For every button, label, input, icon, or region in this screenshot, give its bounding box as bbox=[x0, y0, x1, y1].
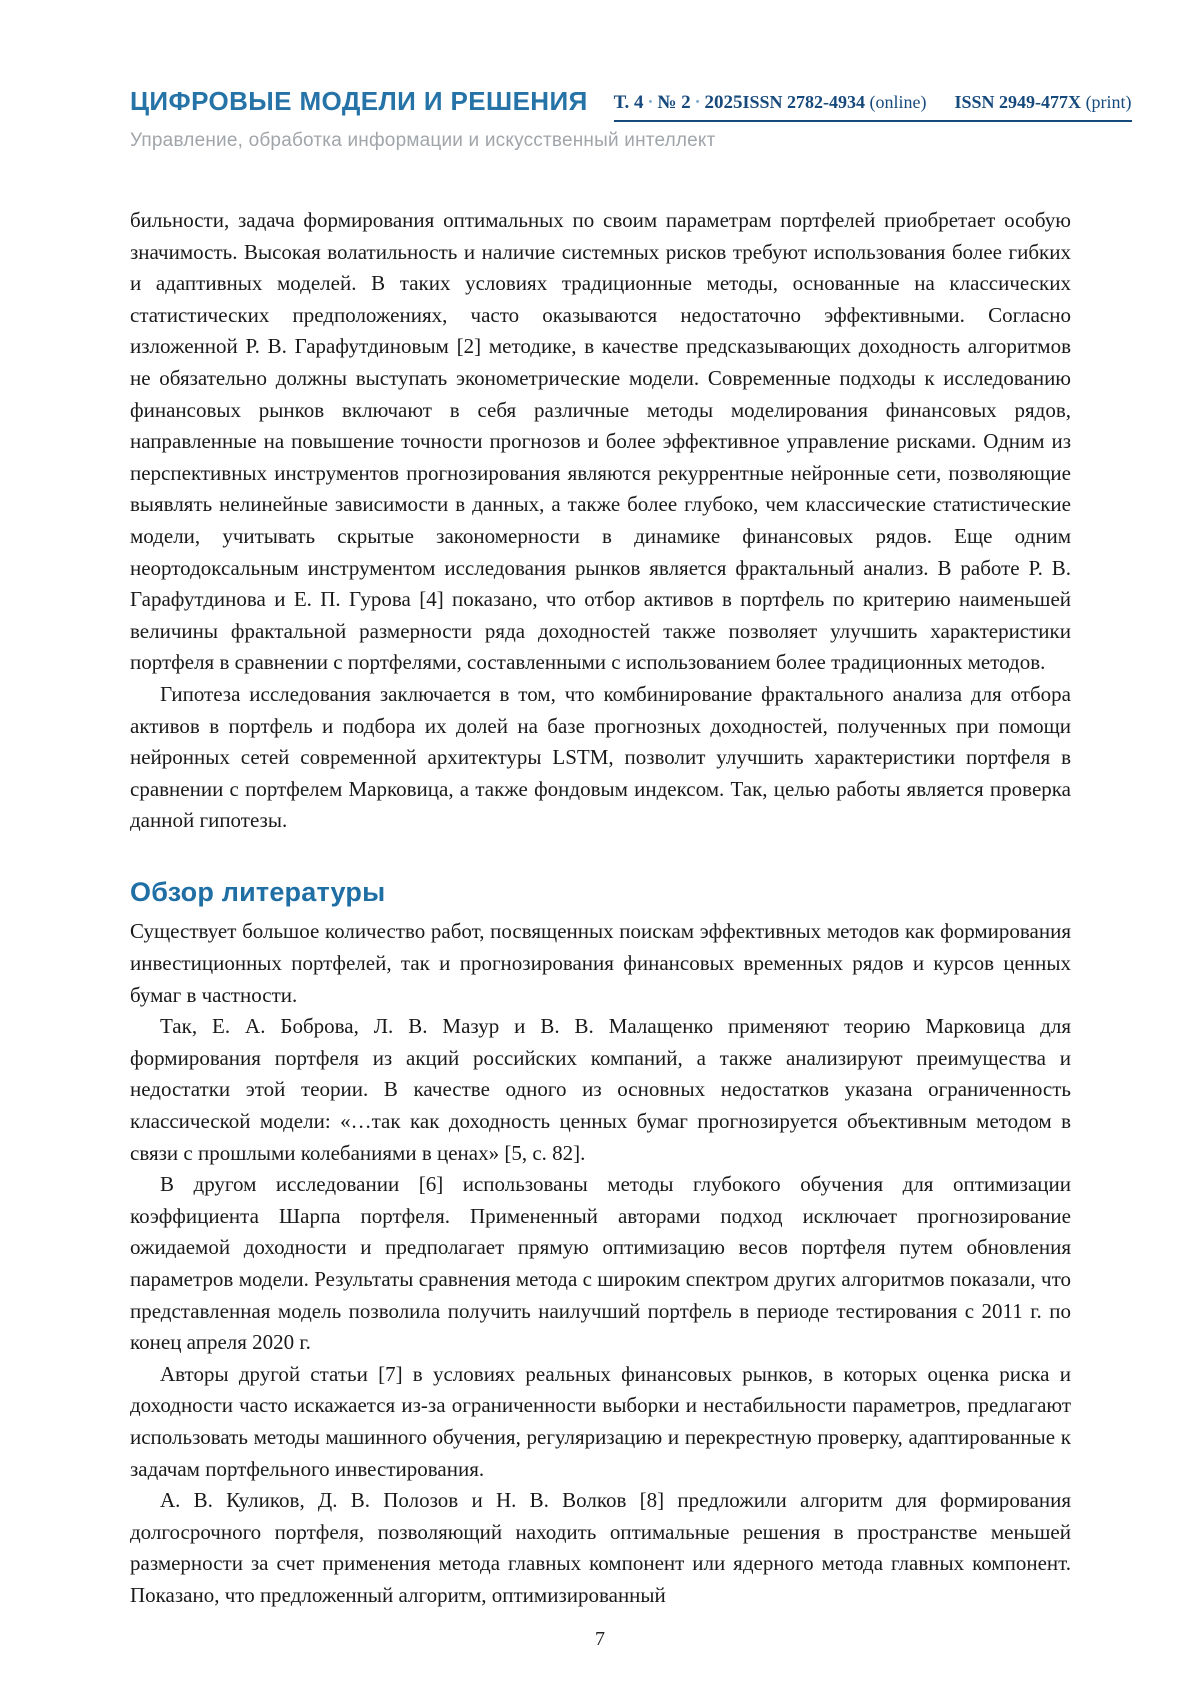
issn-block bbox=[743, 92, 1132, 113]
article-body bbox=[130, 205, 1071, 1612]
volume-issue-year bbox=[614, 92, 743, 114]
page-header bbox=[130, 86, 1132, 152]
volume-issue: № 2 bbox=[657, 92, 691, 113]
paragraph-lit-intro: Существует большое количество работ, посвященных поискам эффективных методов как формирования инвестиционных портфелей, так и прогнозирования финансовых временных рядов и курсов ценных бумаг в частности. bbox=[130, 919, 1071, 1007]
issn-print-label: (print) bbox=[1085, 92, 1132, 112]
header-meta-rule bbox=[614, 92, 1132, 122]
page-number: 7 bbox=[595, 1628, 605, 1650]
paragraph-continuation: бильности, задача формирования оптимальных по своим параметрам портфелей приобретает особую значимость. Высокая волатильность и наличие системных рисков требуют использования более гибких и адаптивных моделей. В таких условиях традиционные методы, основанные на классических статистических предположениях, часто оказываются недостаточно эффективными. Согласно изложенной Р. В. Гарафутдиновым [2] методике, в качестве предсказывающих доходность алгоритмов не обязательно должны выступать эконометрические модели. Современные подходы к исследованию финансовых рынков включают в себя различные методы моделирования финансовых рядов, направленные на повышение точности прогнозов и более эффективное управление рисками. Одним из перспективных инструментов прогнозирования являются рекуррентные нейронные сети, позволяющие выявлять нелинейные зависимости в данных, а также более глубоко, чем классические статистические модели, учитывать скрытые закономерности в динамике финансовых рядов. Еще одним неортодоксальным инструментом исследования рынков является фрактальный анализ. В работе Р. В. Гарафутдинова и Е. П. Гурова [4] показано, что отбор активов в портфель по критерию наименьшей величины фрактальной размерности ряда доходностей также позволяет улучшить характеристики портфеля в сравнении с портфелями, составленными с использованием более традиционных методов. bbox=[130, 208, 1071, 675]
journal-subtitle: Управление, обработка информации и искусственный интеллект bbox=[130, 130, 716, 151]
issn-online-number: ISSN 2782-4934 bbox=[742, 92, 866, 112]
separator-dot: • bbox=[648, 96, 653, 108]
paragraph-deep-learning-sharpe: В другом исследовании [6] использованы методы глубокого обучения для оптимизации коэффициента Шарпа портфеля. Примененный авторами подход исключает прогнозирование ожидаемой доходности и предполагает прямую оптимизацию весов портфеля путем обновления параметров модели. Результаты сравнения метода с широким спектром других алгоритмов показали, что представленная модель позволила получить наилучший портфель в периоде тестирования с 2011 г. по конец апреля 2020 г. bbox=[130, 1172, 1071, 1355]
issn-online-label: (online) bbox=[869, 92, 927, 112]
journal-title: ЦИФРОВЫЕ МОДЕЛИ И РЕШЕНИЯ bbox=[130, 86, 588, 116]
header-top-row bbox=[130, 86, 1132, 124]
paragraph-ml-regularization: Авторы другой статьи [7] в условиях реальных финансовых рынков, в которых оценка риска и доходности часто искажается из-за ограниченности выборки и нестабильности параметров, предлагают использовать методы машинного обучения, регуляризацию и перекрестную проверку, адаптированные к задачам портфельного инвестирования. bbox=[130, 1361, 1071, 1481]
separator-dot: • bbox=[695, 96, 700, 108]
volume-year: 2025 bbox=[704, 92, 743, 113]
section-heading-literature-review: Обзор литературы bbox=[130, 876, 386, 907]
paragraph-markowitz-theory: Так, Е. А. Боброва, Л. В. Мазур и В. В. Малащенко применяют теорию Марковица для формирования портфеля из акций российских компаний, а также анализируют преимущества и недостатки этой теории. В качестве одного из основных недостатков указана ограниченность классической модели: «…так как доходность ценных бумаг прогнозируется объективным методом в связи с прошлыми колебаниями в ценах» [5, с. 82]. bbox=[130, 1014, 1071, 1165]
paragraph-pca-algorithm: А. В. Куликов, Д. В. Полозов и Н. В. Волков [8] предложили алгоритм для формирования долгосрочного портфеля, позволяющий находить оптимальные решения в пространстве меньшей размерности за счет применения метода главных компонент или ядерного метода главных компонент. Показано, что предложенный алгоритм, оптимизированный bbox=[130, 1488, 1071, 1607]
volume-tome: Т. 4 bbox=[613, 92, 644, 113]
paragraph-hypothesis: Гипотеза исследования заключается в том, что комбинирование фрактального анализа для отбора активов в портфель и подбора их долей на базе прогнозных доходностей, полученных при помощи нейронных сетей современной архитектуры LSTM, позволит улучшить характеристики портфеля в сравнении с портфелем Марковица, а также фондовым индексом. Так, целью работы является проверка данной гипотезы. bbox=[130, 681, 1071, 833]
issn-print-number: ISSN 2949-477X bbox=[954, 92, 1082, 112]
